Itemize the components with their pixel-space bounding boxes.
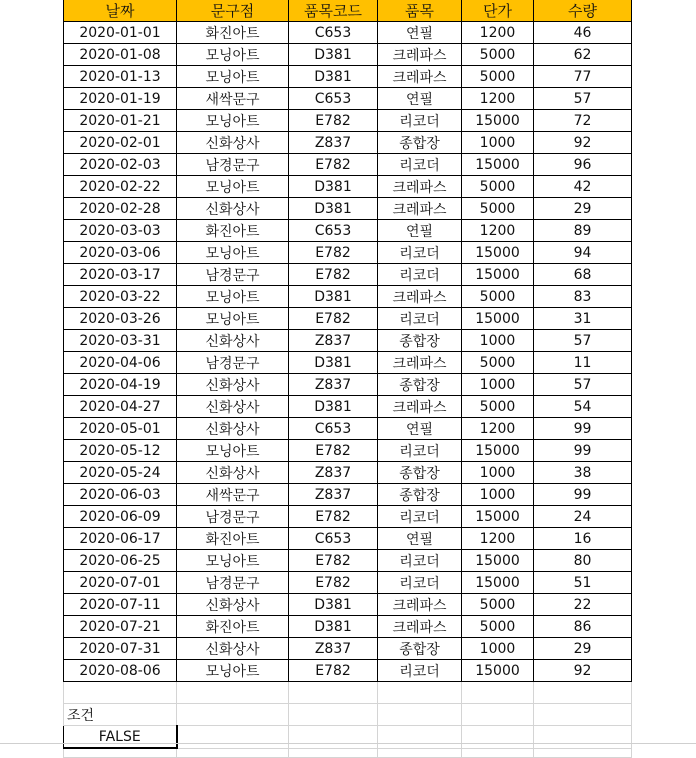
unit-price-cell[interactable]: 15000 <box>462 660 534 682</box>
quantity-cell[interactable]: 24 <box>534 506 632 528</box>
empty-cell[interactable] <box>534 682 632 704</box>
date-cell[interactable]: 2020-08-06 <box>64 660 177 682</box>
date-cell[interactable]: 2020-01-13 <box>64 66 177 88</box>
item-code-cell[interactable]: D381 <box>289 396 378 418</box>
table-row <box>64 506 632 528</box>
spreadsheet-grid <box>63 0 632 758</box>
item-cell[interactable]: 크레파스 <box>378 198 462 220</box>
table-row <box>64 286 632 308</box>
store-cell[interactable]: 화진아트 <box>177 616 289 638</box>
unit-price-cell[interactable]: 1200 <box>462 88 534 110</box>
quantity-cell[interactable]: 54 <box>534 396 632 418</box>
table-row <box>64 396 632 418</box>
table-row <box>64 264 632 286</box>
table-row <box>64 154 632 176</box>
item-cell[interactable]: 연필 <box>378 528 462 550</box>
store-cell[interactable]: 신화상사 <box>177 638 289 660</box>
empty-cell[interactable] <box>289 726 378 749</box>
table-row <box>64 308 632 330</box>
item-code-cell[interactable]: Z837 <box>289 638 378 660</box>
store-cell[interactable]: 남경문구 <box>177 264 289 286</box>
store-cell[interactable]: 신화상사 <box>177 462 289 484</box>
unit-price-cell[interactable]: 15000 <box>462 264 534 286</box>
unit-price-cell[interactable]: 15000 <box>462 550 534 572</box>
quantity-cell[interactable]: 77 <box>534 66 632 88</box>
quantity-cell[interactable]: 29 <box>534 198 632 220</box>
quantity-cell[interactable]: 57 <box>534 330 632 352</box>
table-row <box>64 220 632 242</box>
empty-cell[interactable] <box>462 726 534 749</box>
store-cell[interactable]: 남경문구 <box>177 572 289 594</box>
store-cell[interactable]: 남경문구 <box>177 154 289 176</box>
store-cell[interactable]: 남경문구 <box>177 506 289 528</box>
item-code-cell[interactable]: D381 <box>289 286 378 308</box>
table-row <box>64 616 632 638</box>
table-row <box>64 660 632 682</box>
date-cell[interactable]: 2020-04-19 <box>64 374 177 396</box>
item-code-cell[interactable]: D381 <box>289 594 378 616</box>
unit-price-cell[interactable]: 15000 <box>462 506 534 528</box>
item-code-cell[interactable]: C653 <box>289 418 378 440</box>
table-row <box>64 572 632 594</box>
date-cell[interactable]: 2020-05-01 <box>64 418 177 440</box>
table-row <box>64 594 632 616</box>
unit-price-cell[interactable]: 1200 <box>462 528 534 550</box>
quantity-cell[interactable]: 99 <box>534 418 632 440</box>
quantity-cell[interactable]: 22 <box>534 594 632 616</box>
quantity-cell[interactable]: 29 <box>534 638 632 660</box>
item-code-cell[interactable]: D381 <box>289 616 378 638</box>
item-cell[interactable]: 연필 <box>378 220 462 242</box>
unit-price-cell[interactable]: 5000 <box>462 594 534 616</box>
quantity-cell[interactable]: 72 <box>534 110 632 132</box>
item-code-cell[interactable]: D381 <box>289 198 378 220</box>
unit-price-cell[interactable]: 15000 <box>462 110 534 132</box>
empty-cell[interactable] <box>462 682 534 704</box>
date-cell[interactable]: 2020-04-06 <box>64 352 177 374</box>
store-cell[interactable]: 모닝아트 <box>177 308 289 330</box>
date-cell[interactable]: 2020-03-22 <box>64 286 177 308</box>
table-row <box>64 528 632 550</box>
unit-price-cell[interactable]: 1000 <box>462 462 534 484</box>
date-cell[interactable]: 2020-05-24 <box>64 462 177 484</box>
unit-price-cell[interactable]: 1000 <box>462 330 534 352</box>
quantity-cell[interactable]: 83 <box>534 286 632 308</box>
date-cell[interactable]: 2020-02-03 <box>64 154 177 176</box>
table-row <box>64 44 632 66</box>
item-cell[interactable]: 리코더 <box>378 264 462 286</box>
empty-cell[interactable] <box>534 704 632 726</box>
quantity-cell[interactable]: 89 <box>534 220 632 242</box>
empty-cell[interactable] <box>534 726 632 749</box>
item-cell[interactable]: 종합장 <box>378 374 462 396</box>
item-code-cell[interactable]: C653 <box>289 22 378 44</box>
item-code-cell[interactable]: C653 <box>289 88 378 110</box>
unit-price-cell[interactable]: 5000 <box>462 396 534 418</box>
date-cell[interactable]: 2020-03-17 <box>64 264 177 286</box>
empty-cell[interactable] <box>289 704 378 726</box>
table-row <box>64 352 632 374</box>
quantity-cell[interactable]: 16 <box>534 528 632 550</box>
item-cell[interactable]: 리코더 <box>378 572 462 594</box>
item-code-cell[interactable]: E782 <box>289 550 378 572</box>
header-cell-unit-price[interactable]: 단가 <box>462 0 534 22</box>
item-code-cell[interactable]: Z837 <box>289 132 378 154</box>
table-row <box>64 330 632 352</box>
table-row <box>64 550 632 572</box>
item-cell[interactable]: 리코더 <box>378 550 462 572</box>
unit-price-cell[interactable]: 15000 <box>462 242 534 264</box>
unit-price-cell[interactable]: 15000 <box>462 440 534 462</box>
date-cell[interactable]: 2020-06-25 <box>64 550 177 572</box>
item-cell[interactable]: 리코더 <box>378 506 462 528</box>
empty-cell[interactable] <box>378 726 462 749</box>
item-code-cell[interactable]: D381 <box>289 352 378 374</box>
store-cell[interactable]: 모닝아트 <box>177 242 289 264</box>
store-cell[interactable]: 모닝아트 <box>177 176 289 198</box>
date-cell[interactable]: 2020-02-01 <box>64 132 177 154</box>
store-cell[interactable]: 모닝아트 <box>177 110 289 132</box>
item-cell[interactable]: 종합장 <box>378 132 462 154</box>
criteria-label-row <box>64 704 632 726</box>
store-cell[interactable]: 모닝아트 <box>177 660 289 682</box>
empty-cell[interactable] <box>64 682 177 704</box>
unit-price-cell[interactable]: 1200 <box>462 22 534 44</box>
item-cell[interactable]: 종합장 <box>378 638 462 660</box>
item-code-cell[interactable]: E782 <box>289 242 378 264</box>
item-code-cell[interactable]: E782 <box>289 264 378 286</box>
empty-cell[interactable] <box>177 704 289 726</box>
header-cell-item-code[interactable]: 품목코드 <box>289 0 378 22</box>
empty-cell[interactable] <box>462 704 534 726</box>
date-cell[interactable]: 2020-07-21 <box>64 616 177 638</box>
header-cell-date[interactable]: 날짜 <box>64 0 177 22</box>
unit-price-cell[interactable]: 1200 <box>462 220 534 242</box>
item-cell[interactable]: 크레파스 <box>378 396 462 418</box>
date-cell[interactable]: 2020-02-28 <box>64 198 177 220</box>
unit-price-cell[interactable]: 1000 <box>462 638 534 660</box>
unit-price-cell[interactable]: 5000 <box>462 616 534 638</box>
header-row <box>64 0 632 22</box>
criteria-value-row <box>64 726 632 749</box>
store-cell[interactable]: 신화상사 <box>177 374 289 396</box>
store-cell[interactable]: 모닝아트 <box>177 286 289 308</box>
item-code-cell[interactable]: D381 <box>289 66 378 88</box>
date-cell[interactable]: 2020-06-03 <box>64 484 177 506</box>
store-cell[interactable]: 신화상사 <box>177 594 289 616</box>
item-cell[interactable]: 크레파스 <box>378 352 462 374</box>
store-cell[interactable]: 화진아트 <box>177 220 289 242</box>
date-cell[interactable]: 2020-06-09 <box>64 506 177 528</box>
empty-cell[interactable] <box>462 748 534 758</box>
item-code-cell[interactable]: C653 <box>289 220 378 242</box>
empty-cell[interactable] <box>177 748 289 758</box>
store-cell[interactable]: 모닝아트 <box>177 66 289 88</box>
table-row <box>64 484 632 506</box>
store-cell[interactable]: 모닝아트 <box>177 440 289 462</box>
item-code-cell[interactable]: Z837 <box>289 484 378 506</box>
unit-price-cell[interactable]: 1000 <box>462 484 534 506</box>
unit-price-cell[interactable]: 15000 <box>462 154 534 176</box>
item-cell[interactable]: 리코더 <box>378 440 462 462</box>
empty-row <box>64 682 632 704</box>
item-code-cell[interactable]: E782 <box>289 110 378 132</box>
store-cell[interactable]: 신화상사 <box>177 132 289 154</box>
quantity-cell[interactable]: 99 <box>534 484 632 506</box>
quantity-cell[interactable]: 96 <box>534 154 632 176</box>
unit-price-cell[interactable]: 5000 <box>462 286 534 308</box>
empty-cell[interactable] <box>289 748 378 758</box>
quantity-cell[interactable]: 57 <box>534 88 632 110</box>
quantity-cell[interactable]: 80 <box>534 550 632 572</box>
item-cell[interactable]: 리코더 <box>378 242 462 264</box>
criteria-value-cell[interactable]: FALSE <box>64 726 177 749</box>
quantity-cell[interactable]: 92 <box>534 660 632 682</box>
store-cell[interactable]: 화진아트 <box>177 22 289 44</box>
store-cell[interactable]: 신화상사 <box>177 396 289 418</box>
table-row <box>64 440 632 462</box>
unit-price-cell[interactable]: 5000 <box>462 66 534 88</box>
date-cell[interactable]: 2020-01-08 <box>64 44 177 66</box>
table-row <box>64 66 632 88</box>
item-cell[interactable]: 연필 <box>378 22 462 44</box>
item-cell[interactable]: 리코더 <box>378 660 462 682</box>
item-cell[interactable]: 크레파스 <box>378 176 462 198</box>
item-code-cell[interactable]: E782 <box>289 506 378 528</box>
item-code-cell[interactable]: E782 <box>289 154 378 176</box>
item-cell[interactable]: 크레파스 <box>378 44 462 66</box>
item-cell[interactable]: 크레파스 <box>378 286 462 308</box>
empty-cell[interactable] <box>177 726 289 749</box>
item-code-cell[interactable]: Z837 <box>289 330 378 352</box>
store-cell[interactable]: 남경문구 <box>177 352 289 374</box>
store-cell[interactable]: 새싹문구 <box>177 88 289 110</box>
date-cell[interactable]: 2020-03-06 <box>64 242 177 264</box>
date-cell[interactable]: 2020-07-01 <box>64 572 177 594</box>
unit-price-cell[interactable]: 5000 <box>462 352 534 374</box>
table-row <box>64 638 632 660</box>
header-cell-item[interactable]: 품목 <box>378 0 462 22</box>
quantity-cell[interactable]: 99 <box>534 440 632 462</box>
header-cell-store[interactable]: 문구점 <box>177 0 289 22</box>
unit-price-cell[interactable]: 5000 <box>462 176 534 198</box>
item-code-cell[interactable]: D381 <box>289 44 378 66</box>
table-row <box>64 198 632 220</box>
quantity-cell[interactable]: 38 <box>534 462 632 484</box>
table-row <box>64 462 632 484</box>
item-code-cell[interactable]: D381 <box>289 176 378 198</box>
date-cell[interactable]: 2020-03-31 <box>64 330 177 352</box>
item-cell[interactable]: 리코더 <box>378 154 462 176</box>
date-cell[interactable]: 2020-05-12 <box>64 440 177 462</box>
quantity-cell[interactable]: 86 <box>534 616 632 638</box>
table-row <box>64 374 632 396</box>
unit-price-cell[interactable]: 5000 <box>462 44 534 66</box>
unit-price-cell[interactable]: 1200 <box>462 418 534 440</box>
item-code-cell[interactable]: E782 <box>289 572 378 594</box>
date-cell[interactable]: 2020-06-17 <box>64 528 177 550</box>
criteria-label-cell[interactable]: 조건 <box>64 704 177 726</box>
table-row <box>64 418 632 440</box>
unit-price-cell[interactable]: 15000 <box>462 308 534 330</box>
store-cell[interactable]: 신화상사 <box>177 330 289 352</box>
quantity-cell[interactable]: 92 <box>534 132 632 154</box>
item-cell[interactable]: 리코더 <box>378 308 462 330</box>
date-cell[interactable]: 2020-01-01 <box>64 22 177 44</box>
item-code-cell[interactable]: Z837 <box>289 374 378 396</box>
quantity-cell[interactable]: 62 <box>534 44 632 66</box>
date-cell[interactable]: 2020-03-26 <box>64 308 177 330</box>
unit-price-cell[interactable]: 1000 <box>462 374 534 396</box>
partial-row <box>64 748 632 758</box>
date-cell[interactable]: 2020-01-21 <box>64 110 177 132</box>
quantity-cell[interactable]: 94 <box>534 242 632 264</box>
date-cell[interactable]: 2020-03-03 <box>64 220 177 242</box>
date-cell[interactable]: 2020-01-19 <box>64 88 177 110</box>
item-code-cell[interactable]: E782 <box>289 308 378 330</box>
header-cell-quantity[interactable]: 수량 <box>534 0 632 22</box>
date-cell[interactable]: 2020-07-11 <box>64 594 177 616</box>
quantity-cell[interactable]: 11 <box>534 352 632 374</box>
date-cell[interactable]: 2020-07-31 <box>64 638 177 660</box>
item-cell[interactable]: 크레파스 <box>378 594 462 616</box>
unit-price-cell[interactable]: 5000 <box>462 198 534 220</box>
item-cell[interactable]: 리코더 <box>378 110 462 132</box>
table-row <box>64 110 632 132</box>
date-cell[interactable]: 2020-04-27 <box>64 396 177 418</box>
item-code-cell[interactable]: E782 <box>289 660 378 682</box>
empty-cell[interactable] <box>64 748 177 758</box>
quantity-cell[interactable]: 42 <box>534 176 632 198</box>
item-cell[interactable]: 연필 <box>378 88 462 110</box>
table-row <box>64 132 632 154</box>
quantity-cell[interactable]: 57 <box>534 374 632 396</box>
empty-cell[interactable] <box>378 682 462 704</box>
item-cell[interactable]: 종합장 <box>378 484 462 506</box>
quantity-cell[interactable]: 31 <box>534 308 632 330</box>
empty-cell[interactable] <box>177 682 289 704</box>
item-cell[interactable]: 종합장 <box>378 330 462 352</box>
store-cell[interactable]: 신화상사 <box>177 418 289 440</box>
quantity-cell[interactable]: 51 <box>534 572 632 594</box>
item-cell[interactable]: 크레파스 <box>378 66 462 88</box>
store-cell[interactable]: 새싹문구 <box>177 484 289 506</box>
empty-cell[interactable] <box>289 682 378 704</box>
empty-cell[interactable] <box>378 704 462 726</box>
store-cell[interactable]: 화진아트 <box>177 528 289 550</box>
quantity-cell[interactable]: 68 <box>534 264 632 286</box>
empty-cell[interactable] <box>534 748 632 758</box>
unit-price-cell[interactable]: 15000 <box>462 572 534 594</box>
quantity-cell[interactable]: 46 <box>534 22 632 44</box>
table-row <box>64 242 632 264</box>
unit-price-cell[interactable]: 1000 <box>462 132 534 154</box>
date-cell[interactable]: 2020-02-22 <box>64 176 177 198</box>
item-code-cell[interactable]: E782 <box>289 440 378 462</box>
store-cell[interactable]: 모닝아트 <box>177 550 289 572</box>
bottom-divider <box>0 743 696 744</box>
empty-cell[interactable] <box>378 748 462 758</box>
item-cell[interactable]: 종합장 <box>378 462 462 484</box>
item-cell[interactable]: 크레파스 <box>378 616 462 638</box>
table-row <box>64 176 632 198</box>
table-row <box>64 22 632 44</box>
item-cell[interactable]: 연필 <box>378 418 462 440</box>
store-cell[interactable]: 신화상사 <box>177 198 289 220</box>
item-code-cell[interactable]: Z837 <box>289 462 378 484</box>
table-row <box>64 88 632 110</box>
store-cell[interactable]: 모닝아트 <box>177 44 289 66</box>
item-code-cell[interactable]: C653 <box>289 528 378 550</box>
